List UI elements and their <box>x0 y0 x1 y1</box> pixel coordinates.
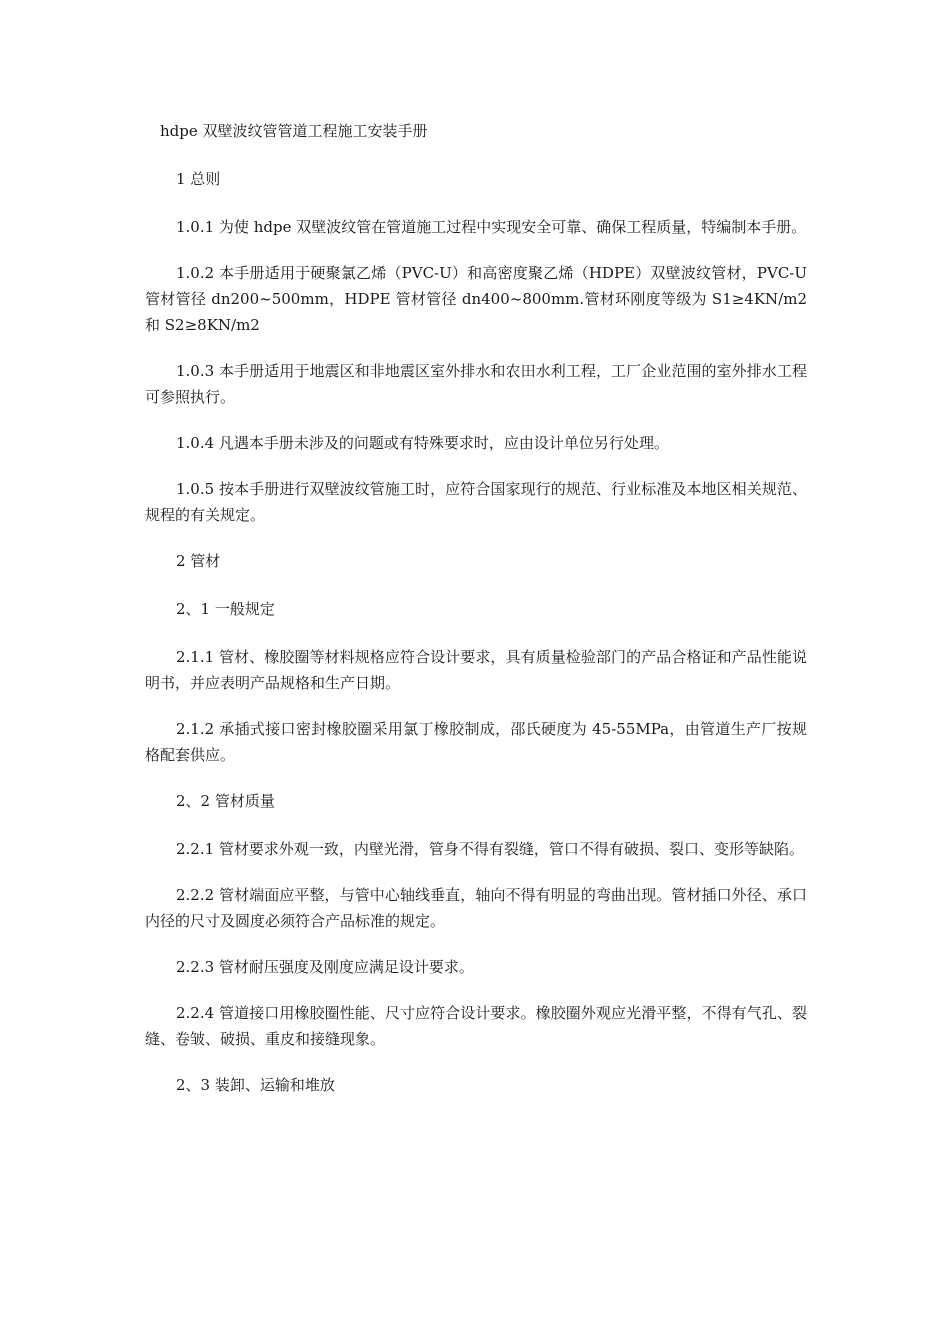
paragraph: 2.1.2 承插式接口密封橡胶圈采用氯丁橡胶制成，邵氏硬度为 45-55MPa，由管道生产厂按规格配套供应。 <box>145 720 807 764</box>
paragraph: 2.2.3 管材耐压强度及刚度应满足设计要求。 <box>176 958 474 976</box>
paragraph: 1.0.5 按本手册进行双壁波纹管施工时，应符合国家现行的规范、行业标准及本地区相关规范、规程的有关规定。 <box>145 480 807 524</box>
section-heading: 2 管材 <box>176 552 221 570</box>
subsection-heading: 2、2 管材质量 <box>176 792 275 810</box>
paragraph: 2.1.1 管材、橡胶圈等材料规格应符合设计要求，具有质量检验部门的产品合格证和产品性能说明书，并应表明产品规格和生产日期。 <box>145 648 807 692</box>
paragraph: 2.2.1 管材要求外观一致，内壁光滑，管身不得有裂缝，管口不得有破损、裂口、变形等缺陷。 <box>176 840 804 858</box>
document-title: hdpe 双壁波纹管管道工程施工安装手册 <box>160 122 428 140</box>
section-heading: 1 总则 <box>176 170 221 188</box>
paragraph: 1.0.2 本手册适用于硬聚氯乙烯（PVC-U）和高密度聚乙烯（HDPE）双壁波纹管材，PVC-U 管材管径 dn200~500mm，HDPE 管材管径 dn400~800mm.管材环刚度等级为 S1≥4KN/m2 和 S2≥8KN/m2 <box>145 264 807 334</box>
paragraph: 2.2.2 管材端面应平整，与管中心轴线垂直，轴向不得有明显的弯曲出现。管材插口外径、承口内径的尺寸及圆度必须符合产品标准的规定。 <box>145 886 807 930</box>
paragraph: 1.0.4 凡遇本手册未涉及的问题或有特殊要求时，应由设计单位另行处理。 <box>176 434 669 452</box>
subsection-heading: 2、1 一般规定 <box>176 600 275 618</box>
paragraph: 1.0.1 为使 hdpe 双壁波纹管在管道施工过程中实现安全可靠、确保工程质量，特编制本手册。 <box>176 218 807 236</box>
paragraph: 2.2.4 管道接口用橡胶圈性能、尺寸应符合设计要求。橡胶圈外观应光滑平整，不得有气孔、裂缝、卷皱、破损、重皮和接缝现象。 <box>145 1004 807 1048</box>
subsection-heading: 2、3 装卸、运输和堆放 <box>176 1076 335 1094</box>
paragraph: 1.0.3 本手册适用于地震区和非地震区室外排水和农田水利工程，工厂企业范围的室外排水工程可参照执行。 <box>145 362 807 406</box>
document-page <box>145 118 807 1120</box>
